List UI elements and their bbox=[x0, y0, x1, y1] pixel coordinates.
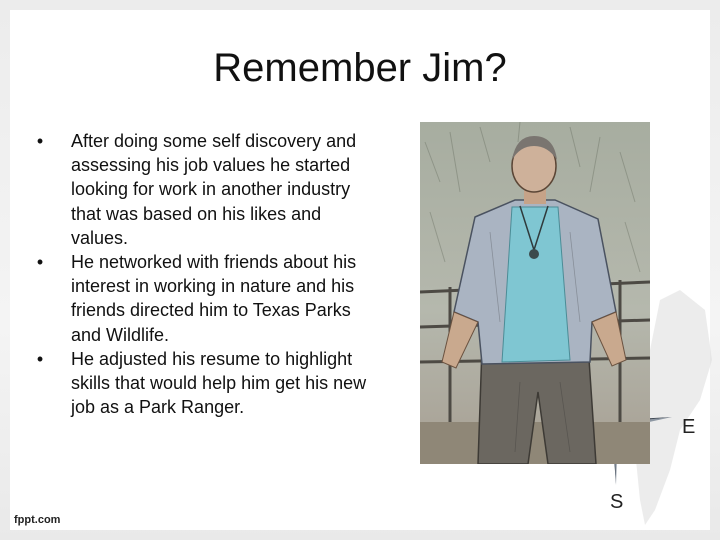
tshirt bbox=[502, 207, 570, 362]
bullet-item bbox=[30, 250, 370, 347]
slide-title: Remember Jim? bbox=[213, 46, 507, 90]
ground bbox=[420, 422, 650, 464]
bullet-text: He adjusted his resume to highlight skills that would help him get his new job as a Park Ranger. bbox=[71, 348, 367, 418]
sketch-illustration bbox=[420, 122, 650, 464]
bullet-item bbox=[30, 347, 370, 420]
footer-logo: fppt.com bbox=[14, 514, 61, 526]
park-ranger-photo bbox=[420, 122, 650, 464]
bullet-text: After doing some self discovery and assessing his job values he started looking for work in another industry that was based on his likes and values. bbox=[71, 131, 357, 248]
pendant bbox=[529, 249, 539, 259]
compass-east-label: E bbox=[682, 416, 696, 438]
bullet-item bbox=[30, 129, 370, 250]
bullet-text: He networked with friends about his interest in working in nature and his friends directed him to Texas Parks and Wildlife. bbox=[71, 252, 357, 345]
bullet-marker: • bbox=[36, 348, 44, 369]
bullet-list bbox=[30, 129, 370, 419]
compass-south-label: S bbox=[610, 491, 624, 513]
bullet-marker: • bbox=[36, 131, 44, 151]
bullet-marker: • bbox=[36, 252, 44, 273]
